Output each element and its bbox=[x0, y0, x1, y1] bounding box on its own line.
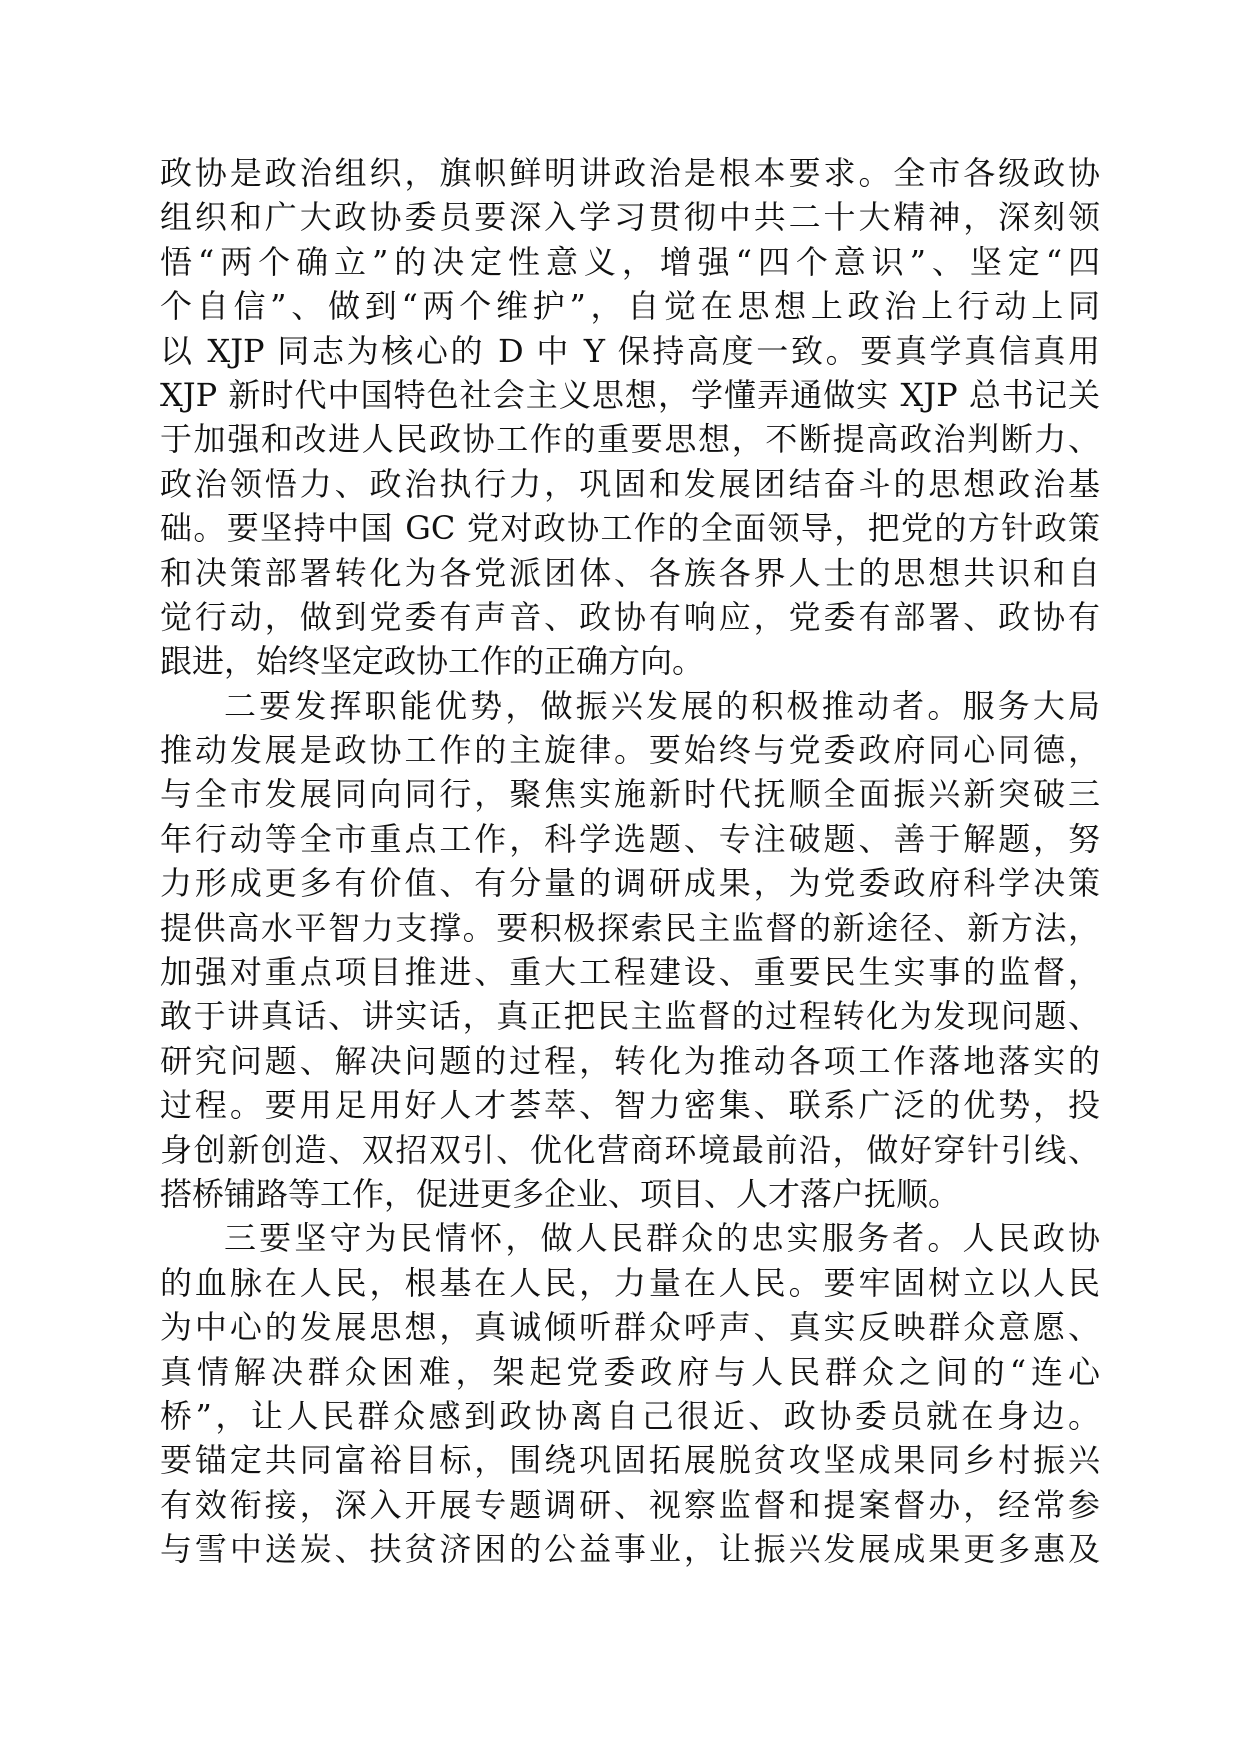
paragraph bbox=[160, 151, 1100, 684]
text-line: 要锚定共同富裕目标，围绕巩固拓展脱贫攻坚成果同乡村振兴 bbox=[160, 1441, 1100, 1480]
text-line: 悟“两个确立”的决定性意义，增强“四个意识”、坚定“四 bbox=[160, 242, 1100, 281]
text-line: 二要发挥职能优势，做振兴发展的积极推动者。服务大局 bbox=[224, 686, 1100, 725]
text-line: 年行动等全市重点工作，科学选题、专注破题、善于解题，努 bbox=[160, 819, 1100, 858]
paragraph bbox=[160, 1216, 1100, 1571]
paragraph bbox=[160, 684, 1100, 1217]
text-line: 敢于讲真话、讲实话，真正把民主监督的过程转化为发现问题、 bbox=[160, 997, 1100, 1036]
text-line: 础。要坚持中国 GC 党对政协工作的全面领导，把党的方针政策 bbox=[160, 509, 1100, 548]
text-line: 与雪中送炭、扶贫济困的公益事业，让振兴发展成果更多惠及 bbox=[160, 1530, 1100, 1569]
text-line: 政协是政治组织，旗帜鲜明讲政治是根本要求。全市各级政协 bbox=[160, 154, 1100, 192]
body-text bbox=[160, 151, 1100, 1572]
text-line: 加强对重点项目推进、重大工程建设、重要民生实事的监督， bbox=[160, 953, 1100, 992]
text-line: 有效衔接，深入开展专题调研、视察监督和提案督办，经常参 bbox=[160, 1485, 1100, 1524]
text-line: 个自信”、做到“两个维护”，自觉在思想上政治上行动上同 bbox=[160, 287, 1100, 326]
text-line: 的血脉在人民，根基在人民，力量在人民。要牢固树立以人民 bbox=[160, 1263, 1100, 1302]
text-line: XJP 新时代中国特色社会主义思想，学懂弄通做实 XJP 总书记关 bbox=[160, 375, 1100, 414]
text-line: 跟进，始终坚定政协工作的正确方向。 bbox=[160, 642, 705, 681]
text-line: 为中心的发展思想，真诚倾听群众呼声、真实反映群众意愿、 bbox=[160, 1308, 1100, 1347]
text-line: 桥”，让人民群众感到政协离自己很近、政协委员就在身边。 bbox=[160, 1396, 1100, 1435]
text-line: 搭桥铺路等工作，促进更多企业、项目、人才落户抚顺。 bbox=[160, 1174, 961, 1213]
text-line: 三要坚守为民情怀，做人民群众的忠实服务者。人民政协 bbox=[224, 1219, 1100, 1258]
text-line: 政治领悟力、政治执行力，巩固和发展团结奋斗的思想政治基 bbox=[160, 464, 1100, 503]
text-line: 以 XJP 同志为核心的 D 中 Y 保持高度一致。要真学真信真用 bbox=[160, 331, 1100, 370]
text-line: 与全市发展同向同行，聚焦实施新时代抚顺全面振兴新突破三 bbox=[160, 775, 1100, 814]
text-line: 过程。要用足用好人才荟萃、智力密集、联系广泛的优势，投 bbox=[160, 1086, 1100, 1125]
text-line: 和决策部署转化为各党派团体、各族各界人士的思想共识和自 bbox=[160, 553, 1100, 592]
text-line: 真情解决群众困难，架起党委政府与人民群众之间的“连心 bbox=[160, 1352, 1100, 1391]
text-line: 力形成更多有价值、有分量的调研成果，为党委政府科学决策 bbox=[160, 864, 1100, 903]
text-line: 觉行动，做到党委有声音、政协有响应，党委有部署、政协有 bbox=[160, 597, 1100, 636]
text-line: 身创新创造、双招双引、优化营商环境最前沿，做好穿针引线、 bbox=[160, 1130, 1100, 1169]
text-line: 组织和广大政协委员要深入学习贯彻中共二十大精神，深刻领 bbox=[160, 198, 1100, 237]
text-line: 推动发展是政协工作的主旋律。要始终与党委政府同心同德， bbox=[160, 731, 1100, 770]
text-line: 研究问题、解决问题的过程，转化为推动各项工作落地落实的 bbox=[160, 1041, 1100, 1080]
text-line: 提供高水平智力支撑。要积极探索民主监督的新途径、新方法， bbox=[160, 908, 1100, 947]
text-line: 于加强和改进人民政协工作的重要思想，不断提高政治判断力、 bbox=[160, 420, 1100, 459]
